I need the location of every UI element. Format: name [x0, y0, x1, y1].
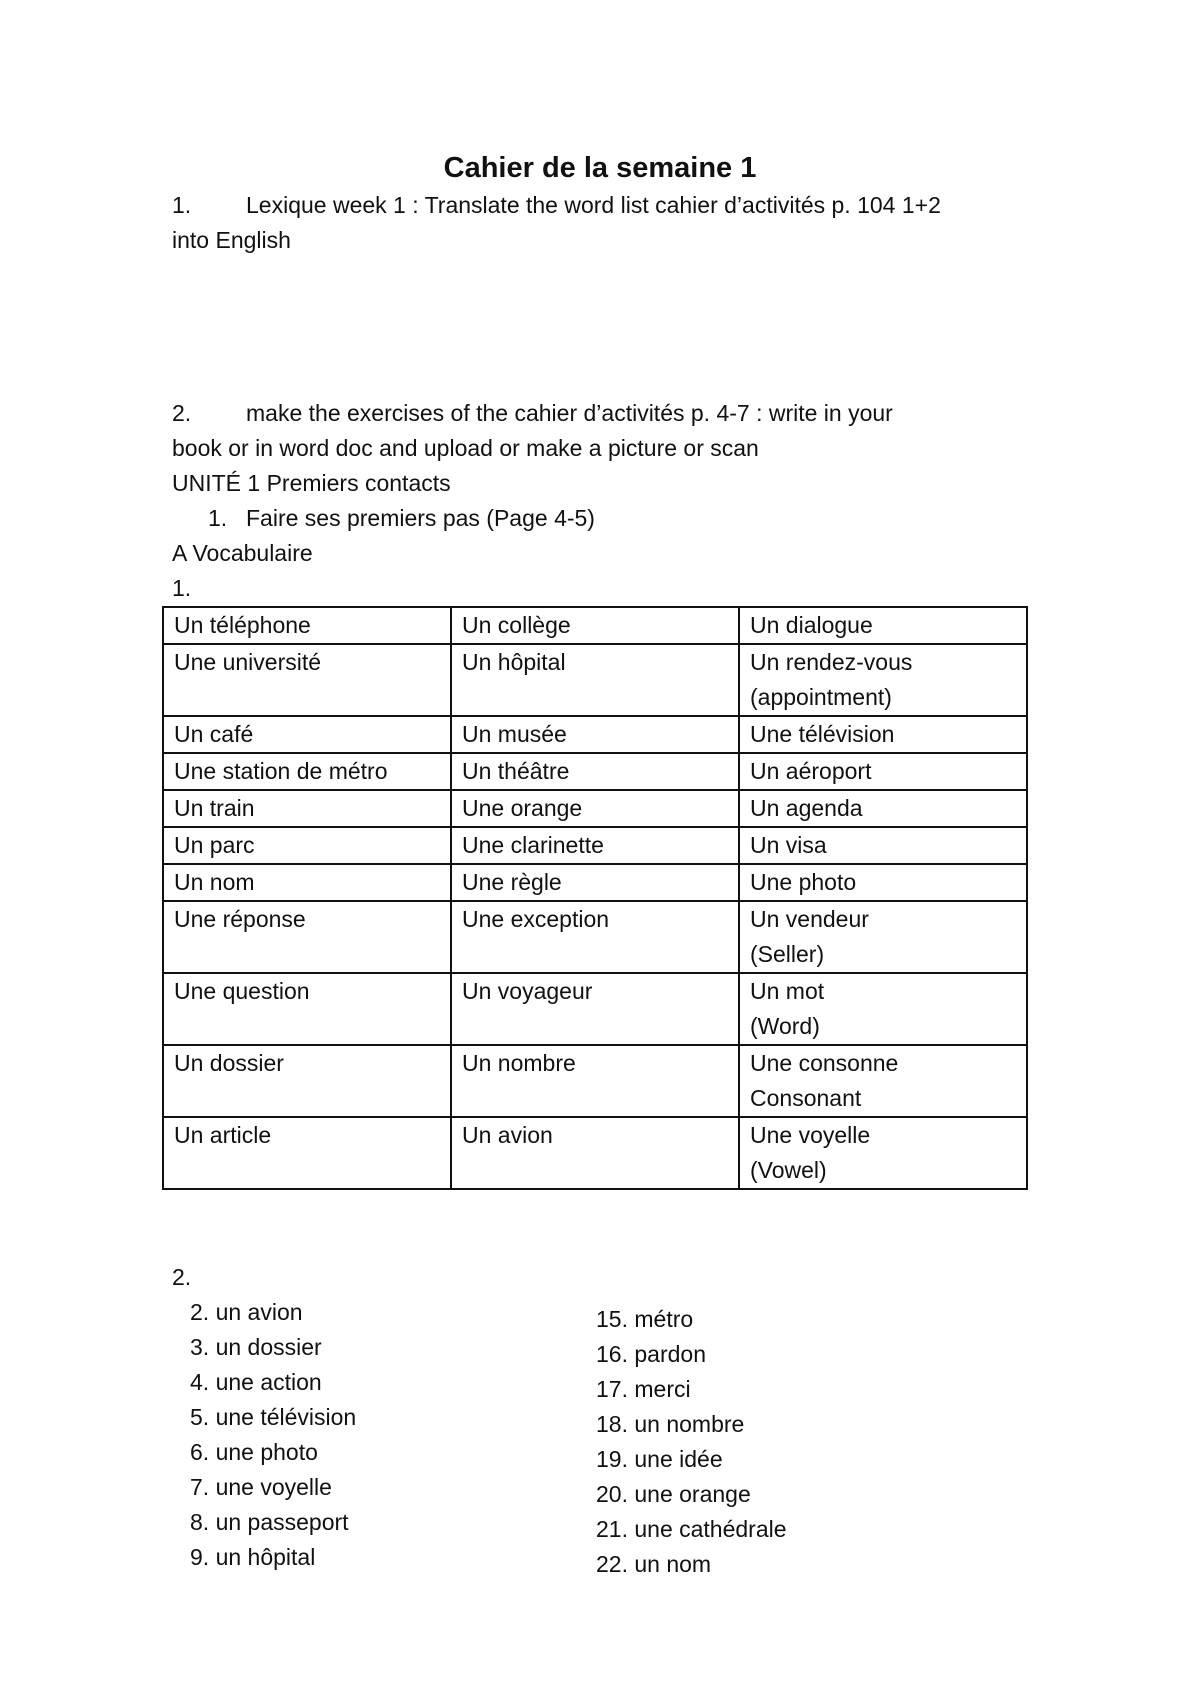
table-cell — [163, 827, 451, 864]
table-cell-text: Consonant — [750, 1085, 862, 1111]
table-cell-text: Un visa — [750, 832, 827, 858]
table-row — [163, 1117, 1027, 1189]
table-cell-text: (Vowel) — [750, 1157, 827, 1183]
instruction-2 — [172, 396, 1028, 431]
table-cell — [163, 864, 451, 901]
table-cell-text: Un aéroport — [750, 758, 872, 784]
table-cell — [451, 901, 739, 973]
table-cell — [163, 716, 451, 753]
table-cell — [739, 753, 1027, 790]
list-item: 20. une orange — [596, 1481, 751, 1507]
sub-item-text: Faire ses premiers pas (Page 4-5) — [246, 505, 595, 531]
list-item: 7. une voyelle — [190, 1474, 332, 1500]
instruction-2-number: 2. — [172, 400, 192, 426]
list-item: 18. un nombre — [596, 1411, 745, 1437]
table-cell — [163, 1117, 451, 1189]
table-cell — [163, 644, 451, 716]
table-cell — [451, 607, 739, 644]
table-row — [163, 644, 1027, 716]
table-cell-text: Une réponse — [174, 906, 306, 932]
table-cell-text: (Word) — [750, 1013, 820, 1039]
table-cell-text: Un nom — [174, 869, 255, 895]
table-cell-text: Un train — [174, 795, 255, 821]
list-item: 21. une cathédrale — [596, 1516, 787, 1542]
sub-item — [172, 501, 1028, 536]
table-cell-text: Une voyelle — [750, 1122, 871, 1148]
instruction-1-number: 1. — [172, 192, 192, 218]
table-row — [163, 901, 1027, 973]
table-cell — [451, 827, 739, 864]
table-cell-text: Une université — [174, 649, 322, 675]
table-cell-text: Un voyageur — [462, 978, 593, 1004]
vocabulary-table — [162, 606, 1028, 1190]
list-item: 17. merci — [596, 1376, 691, 1402]
table-cell-text: Une station de métro — [174, 758, 388, 784]
word-list-right-column — [596, 1302, 787, 1582]
list-item: 9. un hôpital — [190, 1544, 316, 1570]
table-cell-text: Un théâtre — [462, 758, 570, 784]
table-row — [163, 716, 1027, 753]
list-item: 15. métro — [596, 1306, 694, 1332]
table-cell-text: Un vendeur — [750, 906, 869, 932]
table-cell — [739, 716, 1027, 753]
table-cell-text: Une clarinette — [462, 832, 604, 858]
table-cell-text: Une télévision — [750, 721, 895, 747]
instruction-2-text: make the exercises of the cahier d’activités p. 4-7 : write in your — [246, 400, 893, 426]
table-cell-text: Un téléphone — [174, 612, 311, 638]
table-row — [163, 607, 1027, 644]
table-row — [163, 790, 1027, 827]
table-cell — [739, 644, 1027, 716]
table-cell-text: Un collège — [462, 612, 571, 638]
table-cell — [739, 790, 1027, 827]
table-cell — [451, 644, 739, 716]
blank-space — [172, 258, 1028, 396]
table-cell — [163, 790, 451, 827]
section-heading: A Vocabulaire — [172, 540, 313, 566]
table-cell — [739, 1117, 1027, 1189]
list-item: 22. un nom — [596, 1551, 712, 1577]
table-cell — [739, 607, 1027, 644]
table-cell — [451, 1045, 739, 1117]
table-cell — [739, 827, 1027, 864]
table-cell-text: Un café — [174, 721, 254, 747]
table-cell-text: Un agenda — [750, 795, 863, 821]
table-cell — [739, 901, 1027, 973]
word-list — [172, 1295, 1028, 1595]
table-cell — [739, 864, 1027, 901]
list-item: 5. une télévision — [190, 1404, 357, 1430]
table-cell-text: Un article — [174, 1122, 272, 1148]
table-row — [163, 864, 1027, 901]
table-cell-text: Un mot — [750, 978, 825, 1004]
sub-item-number: 1. — [208, 505, 228, 531]
table-cell-text: Une règle — [462, 869, 562, 895]
instruction-1-text: Lexique week 1 : Translate the word list cahier d’activités p. 104 1+2 — [246, 192, 941, 218]
table-cell — [451, 1117, 739, 1189]
table-cell-text: Une question — [174, 978, 310, 1004]
blank-space — [172, 1190, 1028, 1260]
table-cell-text: (appointment) — [750, 684, 892, 710]
table-cell-text: Un nombre — [462, 1050, 576, 1076]
list-item: 4. une action — [190, 1369, 322, 1395]
list-item: 2. un avion — [190, 1299, 303, 1325]
list-item: 6. une photo — [190, 1439, 318, 1465]
table-cell — [451, 973, 739, 1045]
table-row — [163, 827, 1027, 864]
table-row — [163, 973, 1027, 1045]
table-cell — [451, 790, 739, 827]
document-page — [172, 148, 1028, 1595]
table-row — [163, 1045, 1027, 1117]
unit-heading: UNITÉ 1 Premiers contacts — [172, 470, 451, 496]
instruction-1-continuation: into English — [172, 227, 291, 253]
table-cell-text: Un hôpital — [462, 649, 566, 675]
instruction-2-continuation: book or in word doc and upload or make a picture or scan — [172, 435, 759, 461]
table-cell — [451, 864, 739, 901]
page-title: Cahier de la semaine 1 — [443, 152, 757, 184]
table-cell — [739, 973, 1027, 1045]
table-cell — [163, 1045, 451, 1117]
list-item: 3. un dossier — [190, 1334, 322, 1360]
table-row — [163, 753, 1027, 790]
exercise-1-label: 1. — [172, 575, 192, 601]
table-cell-text: Une orange — [462, 795, 583, 821]
table-cell-text: Un rendez-vous — [750, 649, 913, 675]
instruction-1 — [172, 188, 1028, 223]
table-cell-text: Un avion — [462, 1122, 553, 1148]
table-cell-text: Un musée — [462, 721, 567, 747]
table-cell — [739, 1045, 1027, 1117]
list-item: 8. un passeport — [190, 1509, 349, 1535]
table-cell-text: Un parc — [174, 832, 255, 858]
table-cell — [451, 753, 739, 790]
list-item: 16. pardon — [596, 1341, 706, 1367]
word-list-left-column — [190, 1295, 356, 1575]
table-cell — [163, 973, 451, 1045]
table-cell-text: Une photo — [750, 869, 857, 895]
table-cell — [163, 901, 451, 973]
list-item: 19. une idée — [596, 1446, 723, 1472]
table-cell-text: Un dialogue — [750, 612, 873, 638]
exercise-2-label: 2. — [172, 1264, 192, 1290]
table-cell-text: Un dossier — [174, 1050, 284, 1076]
table-cell — [163, 753, 451, 790]
table-cell-text: Une consonne — [750, 1050, 899, 1076]
table-cell — [163, 607, 451, 644]
table-cell-text: (Seller) — [750, 941, 825, 967]
table-cell-text: Une exception — [462, 906, 610, 932]
table-cell — [451, 716, 739, 753]
